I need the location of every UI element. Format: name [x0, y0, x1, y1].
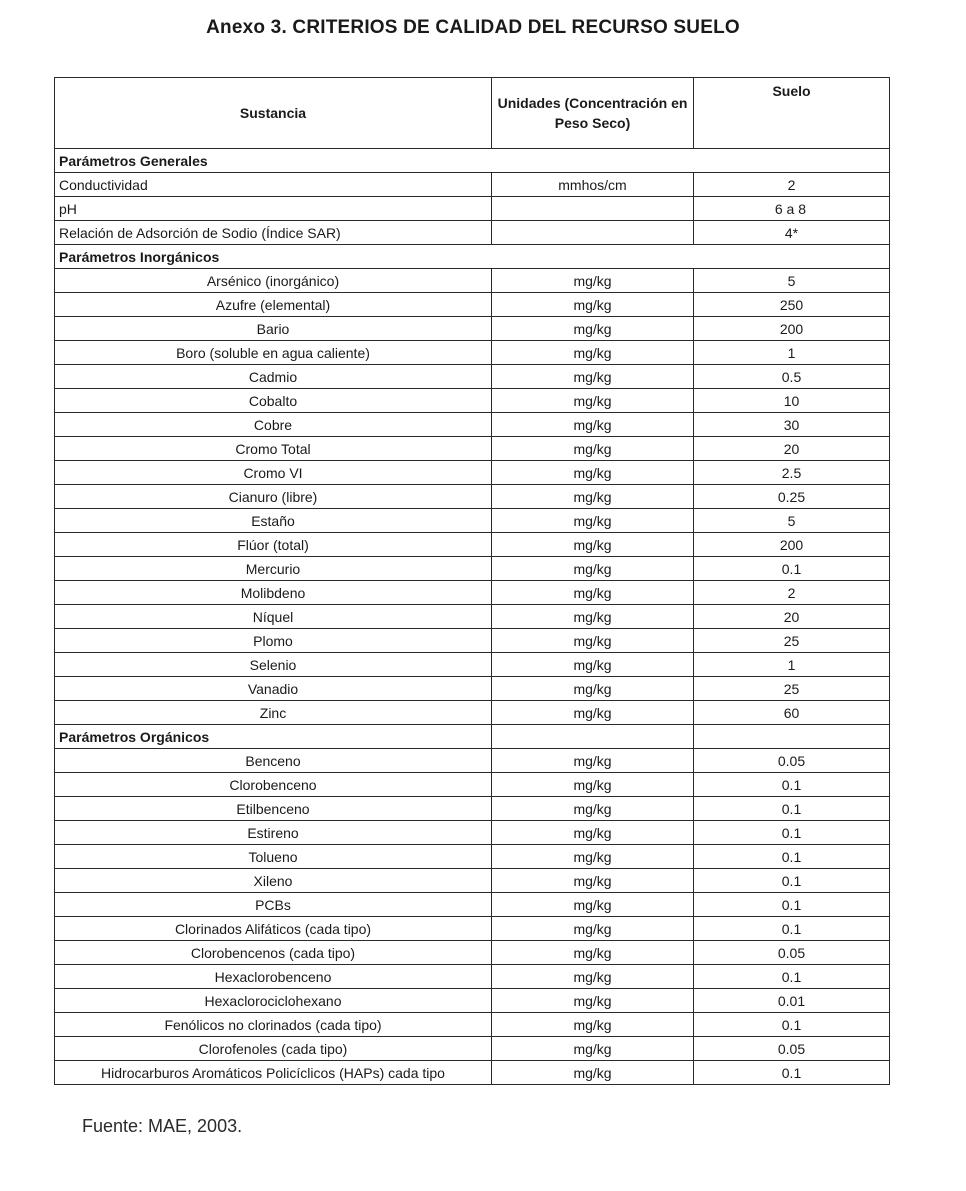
substance-cell: Molibdeno	[55, 581, 492, 605]
table-row	[55, 509, 890, 533]
page-title: Anexo 3. CRITERIOS DE CALIDAD DEL RECURSO SUELO	[206, 17, 740, 38]
unit-cell: mmhos/cm	[492, 173, 694, 197]
unit-cell: mg/kg	[492, 845, 694, 869]
table-row	[55, 581, 890, 605]
table-row	[55, 485, 890, 509]
unit-cell: mg/kg	[492, 581, 694, 605]
value-cell: 0.5	[694, 365, 890, 389]
unit-cell: mg/kg	[492, 269, 694, 293]
source-note: Fuente: MAE, 2003.	[82, 1116, 243, 1136]
value-cell: 0.1	[694, 917, 890, 941]
substance-cell: Cromo Total	[55, 437, 492, 461]
value-cell: 1	[694, 341, 890, 365]
table-row	[55, 461, 890, 485]
table-row	[55, 773, 890, 797]
unit-cell: mg/kg	[492, 629, 694, 653]
unit-cell: mg/kg	[492, 533, 694, 557]
value-cell: 20	[694, 437, 890, 461]
table-row	[55, 365, 890, 389]
substance-cell: Xileno	[55, 869, 492, 893]
unit-cell: mg/kg	[492, 317, 694, 341]
value-cell: 0.1	[694, 893, 890, 917]
substance-cell: Cobalto	[55, 389, 492, 413]
table-row	[55, 437, 890, 461]
value-cell: 20	[694, 605, 890, 629]
table-header-row	[55, 78, 890, 149]
value-cell: 200	[694, 317, 890, 341]
substance-cell: Relación de Adsorción de Sodio (Índice SAR)	[55, 221, 492, 245]
table-row	[55, 941, 890, 965]
value-cell: 0.05	[694, 941, 890, 965]
table-row	[55, 917, 890, 941]
unit-cell: mg/kg	[492, 941, 694, 965]
empty-cell	[694, 725, 890, 749]
section-row-organic	[55, 725, 890, 749]
value-cell: 4*	[694, 221, 890, 245]
unit-cell: mg/kg	[492, 869, 694, 893]
value-cell: 0.01	[694, 989, 890, 1013]
empty-cell	[492, 725, 694, 749]
substance-cell: Vanadio	[55, 677, 492, 701]
table-row	[55, 173, 890, 197]
substance-cell: Boro (soluble en agua caliente)	[55, 341, 492, 365]
substance-cell: Tolueno	[55, 845, 492, 869]
unit-cell: mg/kg	[492, 1037, 694, 1061]
table-row	[55, 1013, 890, 1037]
substance-cell: Hidrocarburos Aromáticos Policíclicos (HAPs) cada tipo	[55, 1061, 492, 1085]
substance-cell: Fenólicos no clorinados (cada tipo)	[55, 1013, 492, 1037]
unit-cell: mg/kg	[492, 749, 694, 773]
unit-cell: mg/kg	[492, 821, 694, 845]
table-row	[55, 677, 890, 701]
table-row	[55, 389, 890, 413]
table-row	[55, 1037, 890, 1061]
value-cell: 0.1	[694, 869, 890, 893]
substance-cell: Cianuro (libre)	[55, 485, 492, 509]
table-row	[55, 653, 890, 677]
section-label: Parámetros Inorgánicos	[55, 245, 890, 269]
value-cell: 0.1	[694, 1013, 890, 1037]
value-cell: 0.1	[694, 557, 890, 581]
table-row	[55, 317, 890, 341]
value-cell: 5	[694, 509, 890, 533]
value-cell: 60	[694, 701, 890, 725]
unit-cell: mg/kg	[492, 485, 694, 509]
value-cell: 2	[694, 173, 890, 197]
substance-cell: pH	[55, 197, 492, 221]
value-cell: 2	[694, 581, 890, 605]
table-row	[55, 629, 890, 653]
table-row	[55, 341, 890, 365]
unit-cell	[492, 221, 694, 245]
value-cell: 0.1	[694, 965, 890, 989]
unit-cell: mg/kg	[492, 701, 694, 725]
substance-cell: Mercurio	[55, 557, 492, 581]
substance-cell: Plomo	[55, 629, 492, 653]
table-row	[55, 893, 890, 917]
value-cell: 0.1	[694, 845, 890, 869]
section-row-general	[55, 149, 890, 173]
value-cell: 25	[694, 677, 890, 701]
soil-quality-table	[54, 77, 890, 1085]
substance-cell: Zinc	[55, 701, 492, 725]
header-soil: Suelo	[694, 78, 890, 149]
value-cell: 0.05	[694, 749, 890, 773]
unit-cell: mg/kg	[492, 893, 694, 917]
substance-cell: Clorobenceno	[55, 773, 492, 797]
value-cell: 5	[694, 269, 890, 293]
value-cell: 0.25	[694, 485, 890, 509]
value-cell: 0.1	[694, 797, 890, 821]
table-row	[55, 965, 890, 989]
unit-cell: mg/kg	[492, 677, 694, 701]
unit-cell: mg/kg	[492, 509, 694, 533]
unit-cell: mg/kg	[492, 917, 694, 941]
unit-cell: mg/kg	[492, 1013, 694, 1037]
unit-cell: mg/kg	[492, 389, 694, 413]
header-substance: Sustancia	[55, 78, 492, 149]
substance-cell: Benceno	[55, 749, 492, 773]
substance-cell: Bario	[55, 317, 492, 341]
substance-cell: Arsénico (inorgánico)	[55, 269, 492, 293]
unit-cell: mg/kg	[492, 653, 694, 677]
substance-cell: Clorinados Alifáticos (cada tipo)	[55, 917, 492, 941]
substance-cell: Conductividad	[55, 173, 492, 197]
unit-cell: mg/kg	[492, 413, 694, 437]
table-row	[55, 701, 890, 725]
substance-cell: Etilbenceno	[55, 797, 492, 821]
table-row	[55, 797, 890, 821]
value-cell: 250	[694, 293, 890, 317]
section-row-inorganic	[55, 245, 890, 269]
substance-cell: Hexaclorobenceno	[55, 965, 492, 989]
table-row	[55, 869, 890, 893]
unit-cell: mg/kg	[492, 989, 694, 1013]
substance-cell: Cadmio	[55, 365, 492, 389]
table-row	[55, 533, 890, 557]
substance-cell: Níquel	[55, 605, 492, 629]
unit-cell: mg/kg	[492, 797, 694, 821]
substance-cell: PCBs	[55, 893, 492, 917]
unit-cell	[492, 197, 694, 221]
section-label: Parámetros Generales	[55, 149, 890, 173]
unit-cell: mg/kg	[492, 965, 694, 989]
header-units: Unidades (Concentración en Peso Seco)	[492, 78, 694, 149]
table-row	[55, 293, 890, 317]
unit-cell: mg/kg	[492, 773, 694, 797]
unit-cell: mg/kg	[492, 437, 694, 461]
substance-cell: Flúor (total)	[55, 533, 492, 557]
table-row	[55, 197, 890, 221]
table-row	[55, 989, 890, 1013]
table-row	[55, 821, 890, 845]
table-row	[55, 845, 890, 869]
table-row	[55, 1061, 890, 1085]
unit-cell: mg/kg	[492, 341, 694, 365]
unit-cell: mg/kg	[492, 605, 694, 629]
table-row	[55, 413, 890, 437]
value-cell: 0.1	[694, 773, 890, 797]
substance-cell: Cromo VI	[55, 461, 492, 485]
value-cell: 0.1	[694, 821, 890, 845]
table-row	[55, 605, 890, 629]
substance-cell: Hexaclorociclohexano	[55, 989, 492, 1013]
substance-cell: Estireno	[55, 821, 492, 845]
value-cell: 0.05	[694, 1037, 890, 1061]
unit-cell: mg/kg	[492, 365, 694, 389]
unit-cell: mg/kg	[492, 461, 694, 485]
substance-cell: Azufre (elemental)	[55, 293, 492, 317]
value-cell: 1	[694, 653, 890, 677]
substance-cell: Clorobencenos (cada tipo)	[55, 941, 492, 965]
table-row	[55, 557, 890, 581]
value-cell: 6 a 8	[694, 197, 890, 221]
section-label: Parámetros Orgánicos	[55, 725, 492, 749]
value-cell: 2.5	[694, 461, 890, 485]
value-cell: 10	[694, 389, 890, 413]
unit-cell: mg/kg	[492, 557, 694, 581]
value-cell: 0.1	[694, 1061, 890, 1085]
value-cell: 200	[694, 533, 890, 557]
value-cell: 30	[694, 413, 890, 437]
substance-cell: Selenio	[55, 653, 492, 677]
substance-cell: Cobre	[55, 413, 492, 437]
unit-cell: mg/kg	[492, 293, 694, 317]
table-row	[55, 269, 890, 293]
value-cell: 25	[694, 629, 890, 653]
unit-cell: mg/kg	[492, 1061, 694, 1085]
table-row	[55, 221, 890, 245]
table-row	[55, 749, 890, 773]
substance-cell: Clorofenoles (cada tipo)	[55, 1037, 492, 1061]
substance-cell: Estaño	[55, 509, 492, 533]
